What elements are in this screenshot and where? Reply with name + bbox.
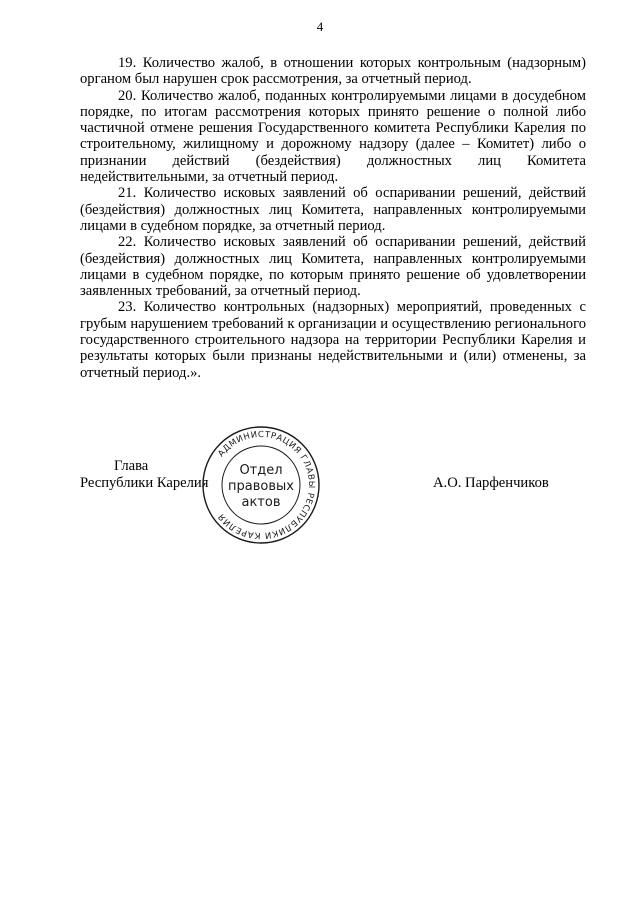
stamp-line-2: правовых xyxy=(228,479,294,494)
signatory-name: А.О. Парфенчиков xyxy=(433,475,549,491)
paragraph-19: 19. Количество жалоб, в отношении которых контрольным (надзорным) органом был нарушен срок рассмотрения, за отчетный период. xyxy=(80,55,586,88)
stamp-line-1: Отдел xyxy=(239,463,283,478)
paragraph-20: 20. Количество жалоб, поданных контролируемыми лицами в досудебном порядке, по итогам рассмотрения которых принято решение о полной либо частичной отмене решения Государственного комитета Республики Карелия по строительному, жилищному и дорожному надзору (далее – Комитет) либо о признании действий (бездействия) должностных лиц Комитета недействительными, за отчетный период. xyxy=(80,87,586,186)
legal-department-stamp xyxy=(200,424,322,546)
paragraph-22: 22. Количество исковых заявлений об оспаривании решений, действий (бездействия) должностных лиц Комитета, направленных контролируемыми лицами в судебном порядке, по которым принято решение об удовлетворении заявленных требований, за отчетный период. xyxy=(80,234,586,300)
stamp-line-3: актов xyxy=(241,495,281,510)
paragraph-23: 23. Количество контрольных (надзорных) мероприятий, проведенных с грубым нарушением требований к организации и осуществлению регионального государственного строительного надзора на территории Республики Карелия и результаты которых были признаны недействительными и (или) отменены, за отчетный период.». xyxy=(80,299,586,381)
page-number: 4 xyxy=(316,19,324,34)
signatory-title: Глава xyxy=(114,458,149,474)
stamp-ring-text: АДМИНИСТРАЦИЯ ГЛАВЫ РЕСПУБЛИКИ КАРЕЛИЯ xyxy=(216,429,317,541)
document-body xyxy=(80,55,586,381)
paragraph-21: 21. Количество исковых заявлений об оспаривании решений, действий (бездействия) должностных лиц Комитета, направленных контролируемыми лицами в судебном порядке, за отчетный период. xyxy=(80,185,586,234)
signatory-office: Республики Карелия xyxy=(80,475,209,491)
signature-block xyxy=(80,458,586,498)
